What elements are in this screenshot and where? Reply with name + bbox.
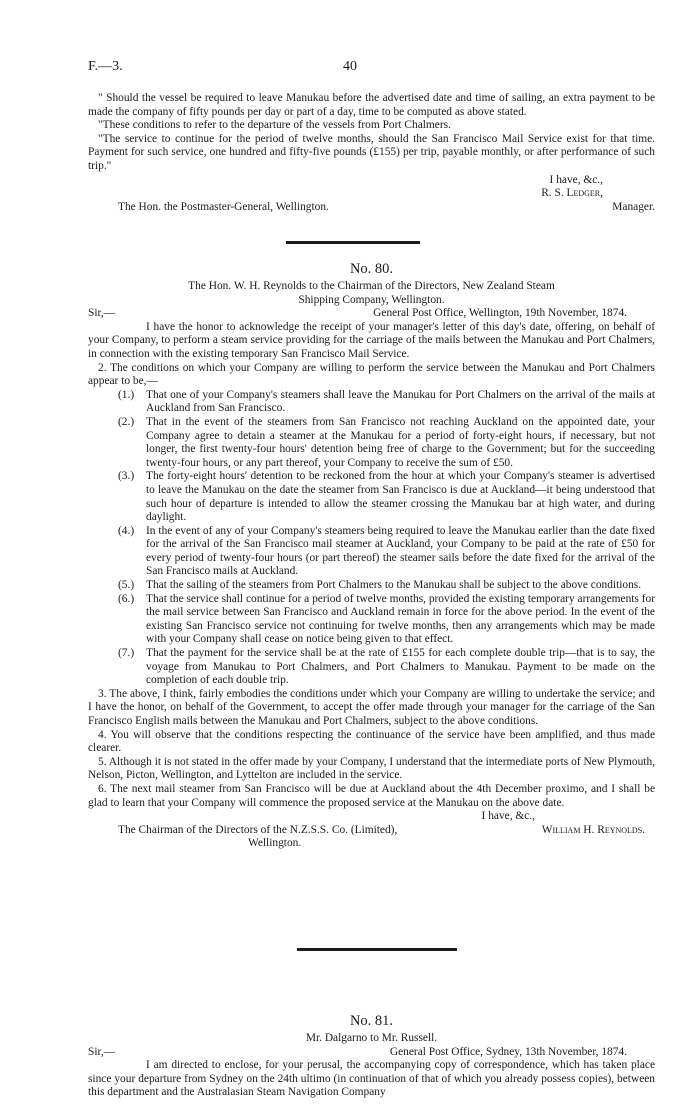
top-letter-section xyxy=(88,92,655,214)
condition-text: That in the event of the steamers from San Francisco not reaching Auckland on the appointed date, your Company agree to detain a steamer at the Manukau for a period of forty-eight hours, if necessary, but not longer, the first twenty-four hours' detention being free of charge to the Government; but for the succeeding twenty-four hours, or any part thereof, your Company to receive the sum of £50. xyxy=(146,415,655,469)
signatory: William H. Reynolds. xyxy=(541,823,645,836)
addressee: The Hon. the Postmaster-General, Wellington. xyxy=(118,200,329,213)
salutation-line xyxy=(88,1046,655,1060)
condition-text: That one of your Company's steamers shall leave the Manukau for Port Chalmers on the arrival of the mails at Auckland from San Francisco. xyxy=(146,388,655,415)
condition-text: In the event of any of your Company's steamers being required to leave the Manukau earlier than the date fixed for the arrival of the San Francisco mail steamer at Auckland, your Company to be paid at the rate of £50 for every period of twenty-four hours (or part thereof) the steamer sails before the date fixed for the arrival of the San Francisco mails at Auckland. xyxy=(146,524,655,578)
addressee-city: Wellington. xyxy=(248,837,302,850)
salutation: Sir,— xyxy=(88,307,116,320)
letter-heading-line2: Shipping Company, Wellington. xyxy=(298,293,445,306)
paragraph: 3. The above, I think, fairly embodies the conditions under which your Company are willing to undertake the service; and I have the honor, on behalf of the Government, to accept the offer made through your manager for the carriage of the San Francisco English mails between the Manukau and Port Chalmers, subject to the above conditions. xyxy=(88,687,655,727)
paragraph: 6. The next mail steamer from San Francisco will be due at Auckland about the 4th December proximo, and I shall be glad to learn that your Company will commence the proposed service at the Manukau on the above date. xyxy=(88,782,655,809)
condition-number: (4.) xyxy=(118,524,135,537)
condition-number: (1.) xyxy=(118,388,135,401)
condition-number: (7.) xyxy=(118,647,135,660)
closing-line xyxy=(88,174,655,188)
letter-heading: Mr. Dalgarno to Mr. Russell. xyxy=(305,1032,438,1044)
paragraph: "These conditions to refer to the departure of the vessels from Port Chalmers. xyxy=(98,119,451,132)
document-reference: F.—3. xyxy=(88,59,123,74)
signatory: R. S. Ledger, xyxy=(541,187,603,200)
condition-text: That the payment for the service shall be at the rate of £155 for each complete double trip—that is to say, the voyage from Manukau to Port Chalmers, and Port Chalmers to Manukau. Payment to be made on the completion of each double trip. xyxy=(146,647,655,687)
paragraph: 2. The conditions on which your Company are willing to perform the service between the Manukau and Port Chalmers appear to be,— xyxy=(88,361,655,388)
signatory-line xyxy=(88,187,655,201)
condition-item xyxy=(88,593,655,647)
letter-heading: The Hon. W. H. Reynolds to the Chairman of the Directors, New Zealand Steam xyxy=(188,280,555,292)
closing: I have, &c., xyxy=(549,173,603,186)
letter-no-81 xyxy=(88,1012,655,1100)
section-divider xyxy=(297,948,457,951)
paragraph: " Should the vessel be required to leave Manukau before the advertised date and time of sailing, an extra payment to be made the company of fifty pounds per day or part of a day, time to be computed as above stated. xyxy=(88,92,655,118)
condition-number: (6.) xyxy=(118,592,135,605)
section-divider xyxy=(286,241,420,244)
letter-no-80 xyxy=(88,260,655,851)
condition-item xyxy=(88,470,655,524)
signatory-title: Manager. xyxy=(612,200,655,213)
page-number: 40 xyxy=(343,59,357,74)
place-date: General Post Office, Sydney, 13th November, 1874. xyxy=(389,1045,627,1058)
addressee-line2 xyxy=(88,837,655,851)
condition-text: The forty-eight hours' detention to be reckoned from the hour at which your Company's steamer is advertised to leave the Manukau on the date the steamer from San Francisco is due at Auckland—it being understood that such hour of departure is intended to allow the steamer crossing the Manukau bar at high water, and during daylight. xyxy=(146,470,655,524)
closing-line xyxy=(88,810,655,824)
condition-item xyxy=(88,647,655,688)
salutation-line xyxy=(88,307,655,321)
letter-number: No. 81. xyxy=(349,1013,394,1029)
condition-number: (3.) xyxy=(118,470,135,483)
condition-item xyxy=(88,579,655,593)
paragraph: I have the honor to acknowledge the receipt of your manager's letter of this day's date, offering, on behalf of your Company, to perform a steam service providing for the carriage of the mails between the Manukau and Port Chalmers, in connection with the existing temporary San Francisco Mail Service. xyxy=(88,320,655,360)
paragraph: "The service to continue for the period of twelve months, should the San Francisco Mail Service exist for that time. Payment for such service, one hundred and fifty-five pounds (£155) per trip, payable monthly, or after performance of such trip." xyxy=(88,132,655,172)
condition-text: That the service shall continue for a period of twelve months, provided the existing temporary arrangements for the mail service between San Francisco and Auckland remain in force for the above period. In the event of the existing San Francisco service not continuing for twelve months, then any arrangements which may be made with your Company shall cease on notice being given to that effect. xyxy=(146,592,655,646)
paragraph: 4. You will observe that the conditions respecting the continuance of the service have been amplified, and thus made clearer. xyxy=(88,728,655,755)
condition-item xyxy=(88,389,655,416)
condition-text: That the sailing of the steamers from Port Chalmers to the Manukau shall be subject to the above conditions. xyxy=(146,579,642,592)
condition-number: (5.) xyxy=(118,579,135,592)
condition-item xyxy=(88,416,655,470)
condition-item xyxy=(88,525,655,579)
addressee-line xyxy=(88,201,655,215)
paragraph: I am directed to enclose, for your perusal, the accompanying copy of correspondence, which has taken place since your departure from Sydney on the 24th ultimo (in continuation of that of which you already possess copies), between this department and the Australasian Steam Navigation Company xyxy=(88,1059,655,1099)
place-date: General Post Office, Wellington, 19th November, 1874. xyxy=(373,307,627,320)
salutation: Sir,— xyxy=(88,1045,116,1058)
addressee: The Chairman of the Directors of the N.Z.S.S. Co. (Limited), xyxy=(118,823,398,836)
paragraph: 5. Although it is not stated in the offer made by your Company, I understand that the intermediate ports of New Plymouth, Nelson, Picton, Wellington, and Lyttelton are included in the service. xyxy=(88,755,655,782)
closing: I have, &c., xyxy=(481,810,535,823)
letter-number: No. 80. xyxy=(349,261,394,277)
condition-number: (2.) xyxy=(118,415,135,428)
addressee-line xyxy=(88,824,655,838)
